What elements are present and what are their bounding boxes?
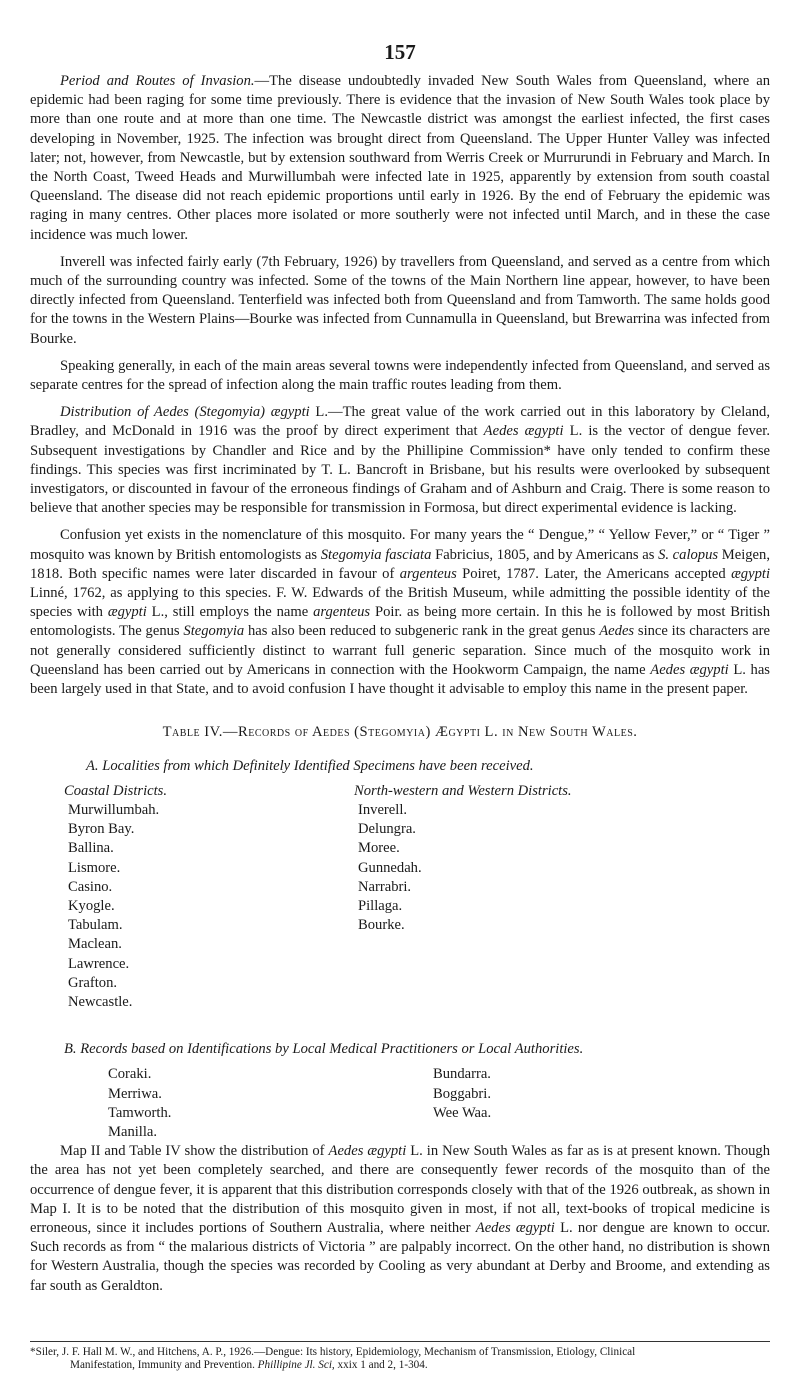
list-item: Wee Waa. (433, 1104, 492, 1121)
list-item: Maclean. (68, 936, 122, 953)
footnote-divider (30, 1341, 770, 1342)
section-a-columns (30, 782, 770, 1012)
article-body (30, 72, 770, 1304)
paragraph-inverell: Inverell was infected fairly early (7th February, 1926) by travellers from Queensland, and served as a centre from which much of the surrounding country was infected. Some of the towns of the Main Northern line appear, however, to have been directly infected from Queensland. Tenterfield was infected both from Queensland and from Tamworth. The same holds good for the towns in the Western Plains—Bourke was infected from Cunnamulla in Queensland, but Brewarrina was infected from Bourke. (30, 253, 770, 347)
list-item: Kyogle. (68, 897, 115, 914)
list-item: Inverell. (358, 801, 408, 818)
paragraph-period-routes (30, 72, 770, 245)
coastal-districts-header: Coastal Districts. (64, 782, 167, 799)
list-item: Newcastle. (68, 993, 133, 1010)
paragraph-distribution: Distribution of Aedes (Stegomyia) ægypti L.—The great value of the work carried out in this laboratory by Cleland, Bradley, and McDonald in 1916 was the proof by direct experiment that Aedes ægypti L. is the vector of dengue fever. Subsequent investigations by Chandler and Rice and by the Phillipine Commission* have only tended to confirm these findings. This species was first incriminated by T. L. Bancroft in Brisbane, but his results were overlooked by subsequent investigators, or discounted in favour of the erroneous findings of Graham and of Ashburn and Craig. There is some reason to believe that another species may be responsible for transmission in Formosa, but direct experimental evidence is lacking. (30, 404, 770, 517)
section-b-columns (30, 1065, 770, 1142)
table-caption: Table IV.—Records of Aedes (Stegomyia) Ægypti L. in New South Wales. (162, 724, 638, 741)
list-item: Gunnedah. (358, 859, 422, 876)
list-item: Grafton. (68, 974, 118, 991)
coastal-districts-list (64, 801, 354, 1012)
section-b-left-column (30, 1065, 433, 1142)
footnote-line-1: *Siler, J. F. Hall M. W., and Hitchens, A. P., 1926.—Dengue: Its history, Epidemiology, Mechanism of Transmission, Etiology, Clinical (30, 1346, 636, 1358)
footnote (30, 1346, 770, 1372)
list-item: Bundarra. (433, 1066, 491, 1083)
section-b-right-column (433, 1065, 733, 1142)
page-number: 157 (384, 40, 416, 64)
paragraph-map-distribution: Map II and Table IV show the distribution of Aedes ægypti L. in New South Wales as far as is at present known. Though the area has not yet been completely searched, and there are consequently fewer records of the mosquito than of the occurrence of dengue fever, it is apparent that this distribution corresponds closely with that of the 1926 outbreak, as shown in Map I. It is to be noted that the distribution of this mosquito given in most, if not all, text-books of tropical medicine is erroneous, since it includes portions of Southern Australia, where neither Aedes ægypti L. nor dengue are known to occur. Such records as from “ the malarious districts of Victoria ” are palpably incorrect. On the other hand, no distribution is shown for Western Australia, though the species was recorded by Cooling as very abundant at Derby and Broome, and extending as far south as Geraldton. (30, 1143, 771, 1294)
table-section-b (30, 1040, 770, 1142)
list-item: Tamworth. (108, 1104, 172, 1121)
list-item: Byron Bay. (68, 821, 135, 838)
list-item: Casino. (68, 878, 113, 895)
paragraph-speaking-generally: Speaking generally, in each of the main areas several towns were independently infected from Queensland, and served as separate centres for the spread of infection along the main traffic routes leading from them. (30, 357, 770, 394)
list-item: Coraki. (108, 1066, 152, 1083)
section-a-title: A. Localities from which Definitely Identified Specimens have been received. (86, 757, 534, 774)
list-item: Merriwa. (108, 1085, 162, 1102)
paragraph-nomenclature: Confusion yet exists in the nomenclature of this mosquito. For many years the “ Dengue,” “ Yellow Fever,” or “ Tiger ” mosquito was known by British entomologists as Stegomyia fasciata Fabricius, 1805, and by Americans as S. calopus Meigen, 1818. Both specific names were later discarded in favour of argenteus Poiret, 1787. Later, the Americans accepted ægypti Linné, 1762, as applying to this species. F. W. Edwards of the British Museum, while admitting the possible identity of the species with ægypti L., still employs the name argenteus Poir. as being more certain. In this he is followed by most British entomologists. The genus Stegomyia has also been reduced to subgeneric rank in the great genus Aedes since its characters are not generally considered sufficiently distinct to warrant full generic separation. Since much of the mosquito work in Queensland has been carried out by Americans in connection with the Hookworm Campaign, the name Aedes ægypti L. has been largely used in that State, and to avoid confusion I have thought it advisable to employ this name in the present paper. (30, 527, 770, 698)
list-item: Boggabri. (433, 1085, 491, 1102)
western-districts-header: North-western and Western Districts. (354, 782, 572, 799)
table-section-a (30, 757, 770, 1013)
list-item: Delungra. (358, 821, 416, 838)
list-item: Murwillumbah. (68, 801, 160, 818)
list-item: Manilla. (108, 1123, 158, 1140)
western-districts-column (354, 782, 734, 1012)
western-districts-list (354, 801, 734, 935)
list-item: Tabulam. (68, 917, 123, 934)
list-item: Ballina. (68, 840, 114, 857)
heading-period-routes: Period and Routes of Invasion. (60, 73, 255, 89)
paragraph-text: —The disease undoubtedly invaded New South Wales from Queensland, where an epidemic had been raging for some time previously. There is evidence that the invasion of New South Wales took place by more than one route and at more than one time. The Newcastle district was amongst the earliest infected, the first cases developing in November, 1925. The infection was brought direct from Queensland. The Upper Hunter Valley was infected later; not, however, from Newcastle, but by extension southward from Werris Creek or Murrurundi in February and March. In the North Coast, Tweed Heads and Murwillumbah were infected late in 1925, apparently by extension from south coastal Queensland. The disease did not reach epidemic proportions until early in 1926. By the end of February the epidemic was raging in many centres. Other places more isolated or more southerly were not infected until March, and in these the case incidence was much lower. (30, 73, 770, 243)
heading-distribution: Distribution of Aedes (Stegomyia) ægypti (60, 404, 310, 421)
list-item: Lismore. (68, 859, 121, 876)
footnote-line-2: Manifestation, Immunity and Prevention. Phillipine Jl. Sci, xxix 1 and 2, 1-304. (70, 1359, 428, 1371)
coastal-districts-column (30, 782, 354, 1012)
list-item: Moree. (358, 840, 400, 857)
list-item: Pillaga. (358, 897, 403, 914)
list-item: Narrabri. (358, 878, 412, 895)
section-b-title: B. Records based on Identifications by Local Medical Practitioners or Local Authorities. (64, 1041, 584, 1058)
list-item: Lawrence. (68, 955, 130, 972)
list-item: Bourke. (358, 917, 405, 934)
